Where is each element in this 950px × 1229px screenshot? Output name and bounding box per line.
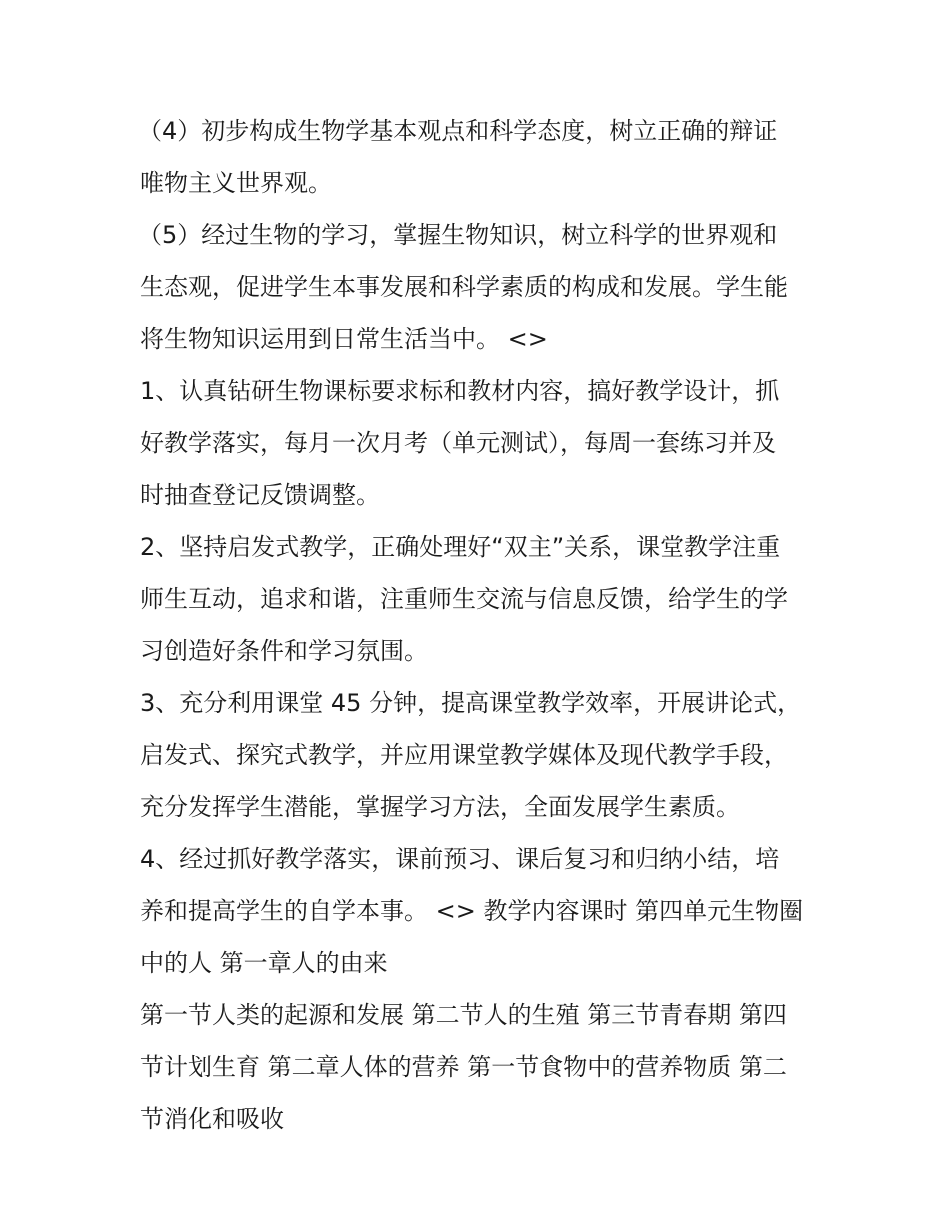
paragraph-4-goal <box>140 105 820 209</box>
text-line: 节计划生育 第二章人体的营养 第一节食物中的营养物质 第二 <box>140 1053 787 1081</box>
text-line: 生态观，促进学生本事发展和科学素质的构成和发展。学生能 <box>140 273 788 301</box>
text-line: 3、充分利用课堂 45 分钟，提高课堂教学效率，开展讲论式， <box>140 689 802 717</box>
text-line: 习创造好条件和学习氛围。 <box>140 637 428 665</box>
measure-item-2 <box>140 521 820 677</box>
text-line: （4）初步构成生物学基本观点和科学态度，树立正确的辩证 <box>138 117 778 145</box>
text-line: 好教学落实，每月一次月考（单元测试），每周一套练习并及 <box>140 429 776 457</box>
text-line: 中的人 第一章人的由来 <box>140 949 388 977</box>
paragraph-5-goal <box>140 209 820 365</box>
document-body <box>140 105 820 1145</box>
text-line: 4、经过抓好教学落实，课前预习、课后复习和归纳小结，培 <box>140 845 780 873</box>
text-line: 养和提高学生的自学本事。 <> 教学内容课时 第四单元生物圈 <box>140 897 804 925</box>
course-content-list <box>140 989 820 1145</box>
text-line: 2、坚持启发式教学，正确处理好“双主”关系，课堂教学注重 <box>140 533 781 561</box>
text-line: 时抽查登记反馈调整。 <box>140 481 380 509</box>
measure-item-3 <box>140 677 820 833</box>
text-line: 唯物主义世界观。 <box>140 169 332 197</box>
measure-item-4 <box>140 833 820 989</box>
text-line: 1、认真钻研生物课标要求标和教材内容，搞好教学设计，抓 <box>140 377 780 405</box>
text-line: （5）经过生物的学习，掌握生物知识，树立科学的世界观和 <box>138 221 778 249</box>
text-line: 师生互动，追求和谐，注重师生交流与信息反馈，给学生的学 <box>140 585 788 613</box>
text-line: 将生物知识运用到日常生活当中。 <> <box>140 325 548 353</box>
text-line: 充分发挥学生潜能，掌握学习方法，全面发展学生素质。 <box>140 793 740 821</box>
text-line: 启发式、探究式教学，并应用课堂教学媒体及现代教学手段， <box>140 741 788 769</box>
measure-item-1 <box>140 365 820 521</box>
text-line: 节消化和吸收 <box>140 1105 284 1133</box>
text-line: 第一节人类的起源和发展 第二节人的生殖 第三节青春期 第四 <box>140 1001 787 1029</box>
